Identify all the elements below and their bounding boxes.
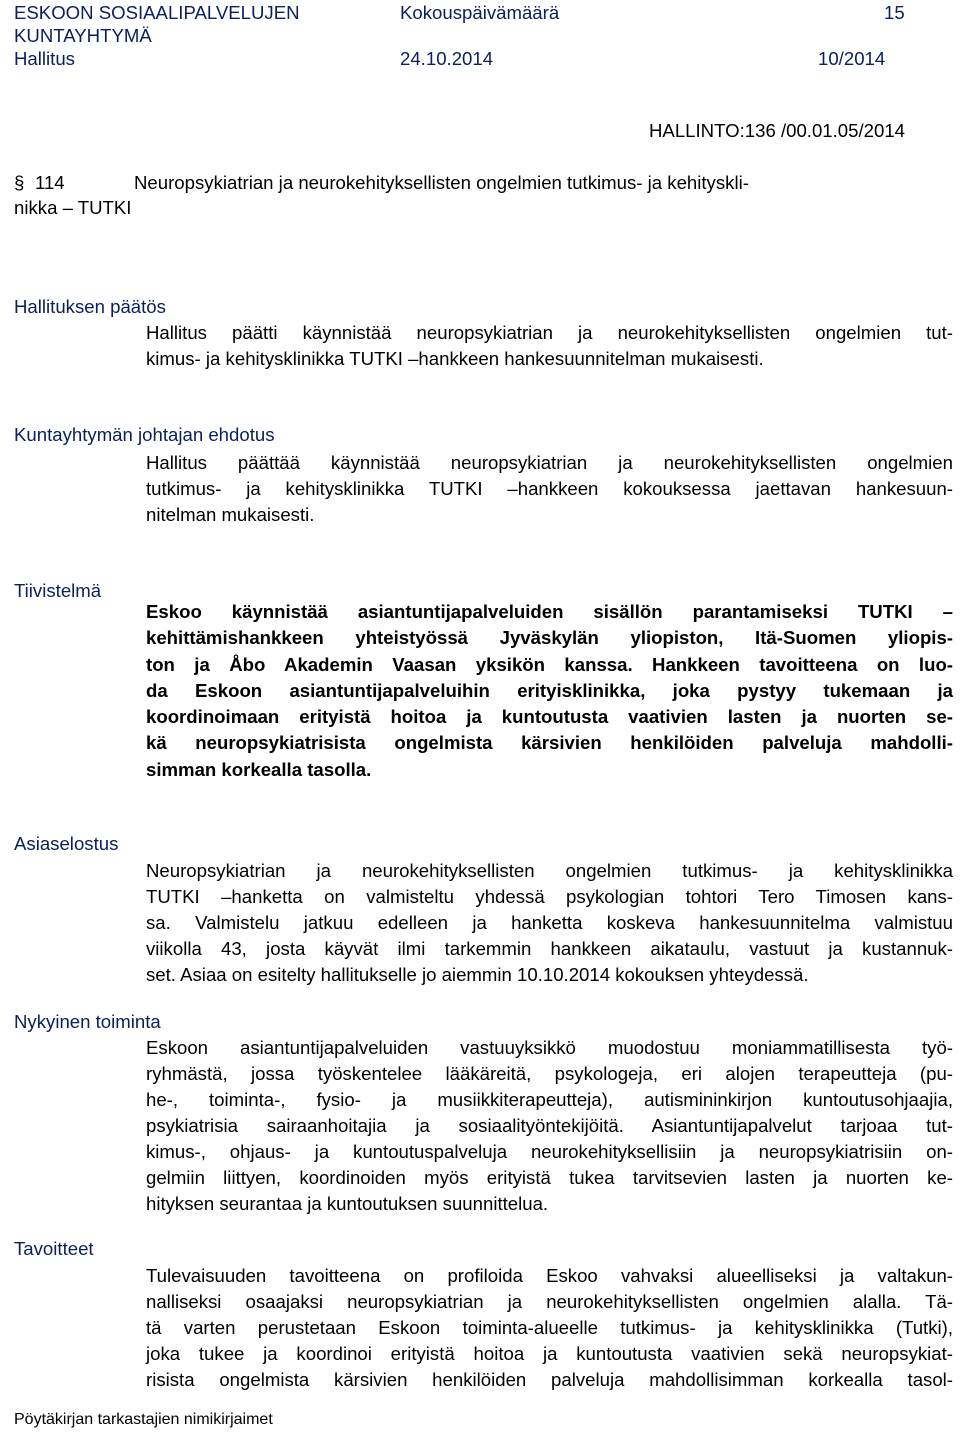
- decision-text: [146, 320, 953, 372]
- text-line: risista ongelmista kärsivien henkilöiden palveluja mahdollisimman korkealla tasol-: [146, 1369, 953, 1390]
- text-line: koordinoimaan erityistä hoitoa ja kuntoutusta vaativien lasten ja nuorten se-: [146, 706, 953, 728]
- paragraph-symbol: §: [14, 172, 25, 193]
- text-line: tutkimus- ja kehitysklinikka TUTKI –hankkeen kokouksessa jaettavan hankesuun-: [146, 478, 953, 499]
- text-line: kimus- ja kehitysklinikka TUTKI –hankkeen hankesuunnitelman mukaisesti.: [146, 348, 764, 369]
- text-line: kimus-, ohjaus- ja kuntoutuspalveluja neurokehityksellisiin ja neuropsykiatrisiin on-: [146, 1141, 953, 1162]
- reference-code: HALLINTO:136 /00.01.05/2014: [649, 120, 906, 141]
- decision-label: Hallituksen päätös: [14, 296, 166, 317]
- text-line: viikolla 43, josta käyvät ilmi tarkemmin hankkeen aikataulu, vastuut ja kustannuk-: [146, 938, 953, 959]
- text-line: Hallitus päättää käynnistää neuropsykiatrian ja neurokehityksellisten ongelmien: [146, 452, 953, 473]
- text-line: ton ja Åbo Akademin Vaasan yksikön kanssa. Hankkeen tavoitteena on luo-: [146, 653, 953, 675]
- text-line: Eskoon asiantuntijapalveluiden vastuuyksikkö muodostuu moniammatillisesta työ-: [146, 1037, 953, 1058]
- text-line: da Eskoon asiantuntijapalveluihin erityisklinikka, joka pystyy tukemaan ja: [146, 679, 953, 701]
- text-line: he-, toiminta-, fysio- ja musiikkiterapeutteja), autismininkirjon kuntoutusohjaajia,: [146, 1089, 953, 1110]
- item-title-line2: nikka – TUTKI: [14, 197, 132, 218]
- signature-label: Pöytäkirjan tarkastajien nimikirjaimet: [14, 1411, 273, 1428]
- text-line: sa. Valmistelu jatkuu edelleen ja hanketta koskeva hankesuunnitelma valmistuu: [146, 912, 953, 933]
- text-line: hityksen seurantaa ja kuntoutuksen suunnittelua.: [146, 1193, 549, 1214]
- current-operations-text: [146, 1035, 953, 1217]
- org-name-line2: KUNTAYHTYMÄ: [14, 25, 152, 46]
- text-line: TUTKI –hanketta on valmisteltu yhdessä psykologian tohtori Tero Timosen kans-: [146, 886, 953, 907]
- background-text: [146, 858, 953, 988]
- text-line: ryhmästä, jossa työskentelee lääkäreitä, psykologeja, eri alojen terapeutteja (pu-: [146, 1063, 953, 1084]
- text-line: Tulevaisuuden tavoitteena on profiloida Eskoo vahvaksi alueelliseksi ja valtakun-: [146, 1265, 953, 1286]
- org-name-line1: ESKOON SOSIAALIPALVELUJEN: [14, 2, 300, 23]
- text-line: nitelman mukaisesti.: [146, 504, 315, 525]
- current-operations-label: Nykyinen toiminta: [14, 1011, 161, 1032]
- text-line: set. Asiaa on esitelty hallitukselle jo aiemmin 10.10.2014 kokouksen yhteydessä.: [146, 964, 809, 985]
- proposal-text: [146, 450, 953, 528]
- text-line: Eskoo käynnistää asiantuntijapalveluiden sisällön parantamiseksi TUTKI –: [146, 601, 953, 622]
- meeting-date: 24.10.2014: [400, 48, 494, 69]
- text-line: simman korkealla tasolla.: [146, 758, 372, 780]
- background-label: Asiaselostus: [14, 833, 119, 854]
- summary-label: Tiivistelmä: [14, 580, 102, 601]
- item-title-line1: Neuropsykiatrian ja neurokehityksellisten ongelmien tutkimus- ja kehityskli-: [134, 172, 749, 193]
- goals-text: [146, 1263, 953, 1393]
- text-line: psykiatrisia sairaanhoitajia ja sosiaalityöntekijöitä. Asiantuntijapalvelut tarjoaa tut-: [146, 1115, 953, 1136]
- item-number: 114: [35, 172, 65, 193]
- goals-label: Tavoitteet: [14, 1238, 94, 1259]
- body-name: Hallitus: [14, 48, 75, 69]
- meeting-date-label: Kokouspäivämäärä: [400, 2, 560, 23]
- meeting-number: 10/2014: [818, 48, 886, 69]
- text-line: joka tukee ja koordinoi erityistä hoitoa ja kuntoutusta vaativien sekä neuropsykiat-: [146, 1343, 953, 1364]
- summary-text: [146, 599, 953, 783]
- text-line: Neuropsykiatrian ja neurokehityksellisten ongelmien tutkimus- ja kehitysklinikka: [146, 860, 953, 881]
- text-line: gelmiin liittyen, koordinoiden myös erityistä tukea tarvitsevien lasten ja nuorten ke-: [146, 1167, 953, 1188]
- text-line: Hallitus päätti käynnistää neuropsykiatrian ja neurokehityksellisten ongelmien tut-: [146, 322, 953, 343]
- text-line: nalliseksi osaajaksi neuropsykiatrian ja neurokehityksellisten ongelmien alalla. Tä-: [146, 1291, 953, 1312]
- proposal-label: Kuntayhtymän johtajan ehdotus: [14, 424, 275, 445]
- page-number: 15: [884, 2, 905, 23]
- text-line: kehittämishankkeen yhteistyössä Jyväskylän yliopiston, Itä-Suomen yliopis-: [146, 627, 953, 649]
- text-line: tä varten perustetaan Eskoon toiminta-alueelle tutkimus- ja kehitysklinikka (Tutki),: [146, 1317, 953, 1338]
- text-line: kä neuropsykiatrisista ongelmista kärsivien henkilöiden palveluja mahdolli-: [146, 732, 953, 754]
